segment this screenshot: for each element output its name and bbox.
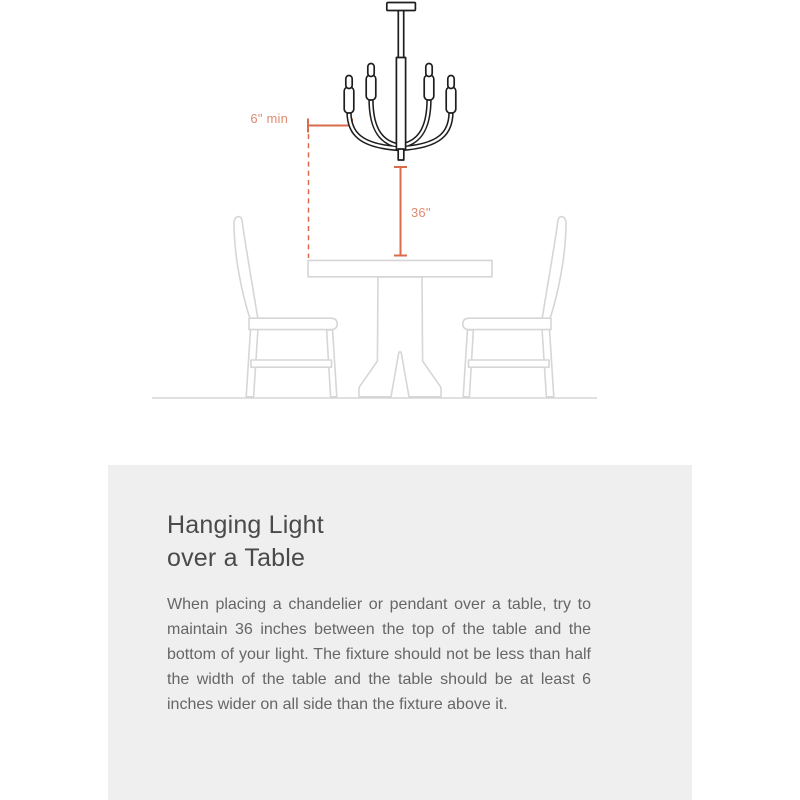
table-trestle-base xyxy=(359,277,441,397)
clearance-dimension-line xyxy=(308,119,352,133)
chair-left-backrest xyxy=(234,217,258,397)
chair-left-stretcher xyxy=(251,360,332,367)
description-text: When placing a chandelier or pendant over a table, try to maintain 36 inches between the top of the table and the bottom of your light. The fixture should not be less than half the width of the table and the table should be at least 6 inches wider on all side than the fixture above it. xyxy=(167,596,591,713)
chandelier-center-column xyxy=(396,58,405,150)
chair-left-seat xyxy=(249,318,337,329)
candle-tip xyxy=(368,64,374,77)
chair-right-illustration xyxy=(463,217,566,397)
height-dimension-line xyxy=(394,167,407,256)
candle-tip xyxy=(346,76,352,89)
clearance-dimension-label: 6" min xyxy=(250,111,288,126)
table-top xyxy=(308,260,492,276)
candle-tip xyxy=(426,64,432,77)
chair-right-seat xyxy=(463,318,551,329)
page-title-line1: Hanging Light xyxy=(167,511,324,539)
chair-right-stretcher xyxy=(469,360,550,367)
candle-body xyxy=(366,75,376,100)
chandelier-hang-rod xyxy=(398,10,403,58)
chair-left-illustration xyxy=(234,217,337,397)
chandelier-illustration xyxy=(344,3,456,161)
info-panel xyxy=(108,465,692,800)
chandelier-ceiling-mount xyxy=(387,3,416,11)
page-title-line2: over a Table xyxy=(167,544,306,572)
chandelier-bottom-stem xyxy=(398,149,404,160)
candle-body xyxy=(424,75,434,100)
candle-tip xyxy=(448,76,454,89)
chair-right-backrest xyxy=(542,217,566,397)
candle-body xyxy=(344,87,354,113)
page-title xyxy=(167,509,692,575)
height-dimension-label: 36" xyxy=(411,205,431,220)
candle-body xyxy=(446,87,456,113)
